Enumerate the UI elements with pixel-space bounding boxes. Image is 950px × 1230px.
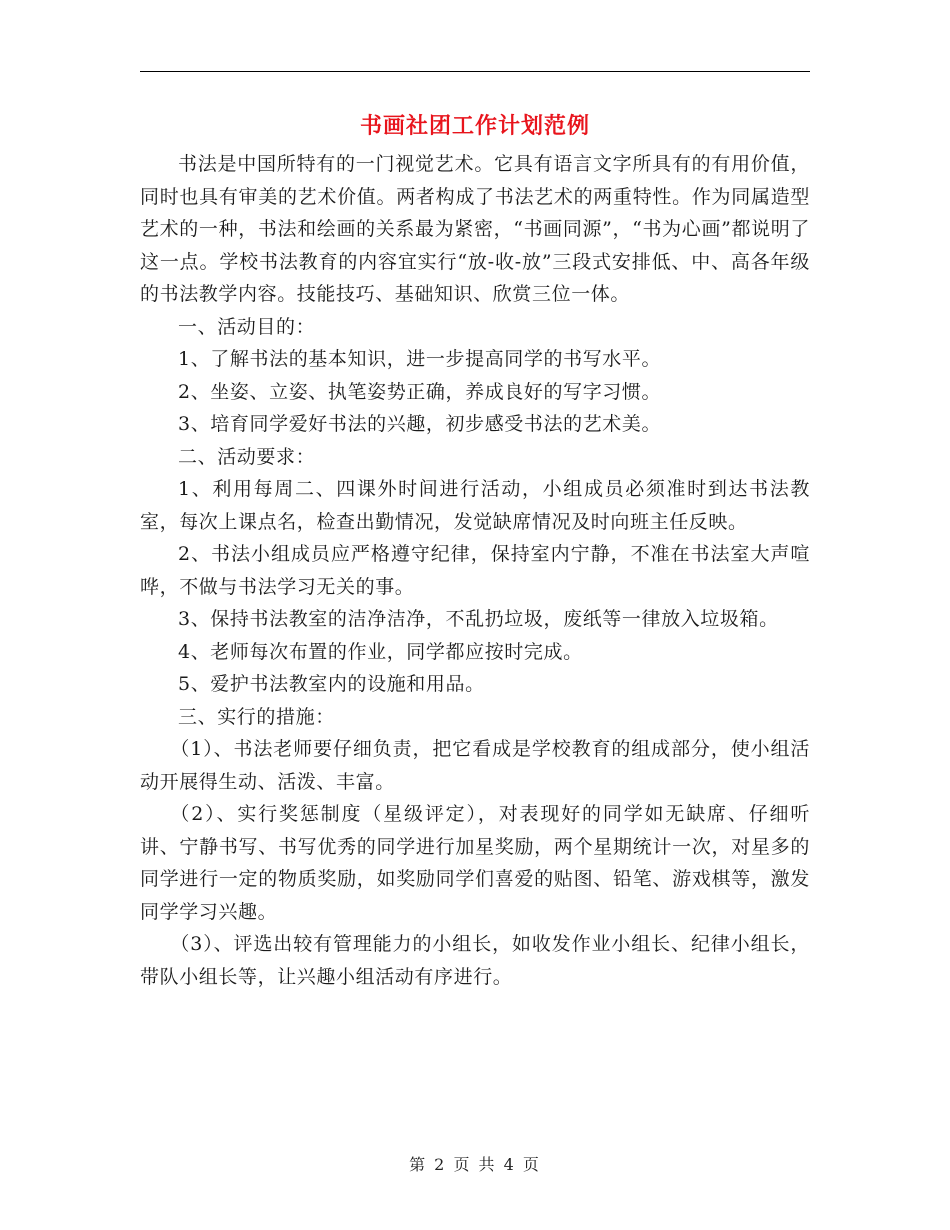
section-heading-requirements: 二、活动要求： <box>178 445 316 468</box>
requirement-item: 5、爱护书法教室内的设施和用品。 <box>178 673 485 695</box>
goal-item: 1、了解书法的基本知识，进一步提高同学的书写水平。 <box>178 348 662 370</box>
requirement-item: 1、利用每周二、四课外时间进行活动，小组成员必须准时到达书法教室，每次上课点名，检查出勤情况，发觉缺席情况及时向班主任反映。 <box>140 478 810 533</box>
section-heading-measures: 三、实行的措施： <box>178 705 335 728</box>
section-heading-goals: 一、活动目的： <box>178 315 316 338</box>
goal-item: 3、培育同学爱好书法的兴趣，初步感受书法的艺术美。 <box>178 413 662 435</box>
page-number-footer: 第 2 页 共 4 页 <box>409 1155 541 1174</box>
measure-item: （3）、评选出较有管理能力的小组长，如收发作业小组长、纪律小组长，带队小组长等，让兴趣小组活动有序进行。 <box>140 933 810 988</box>
intro-paragraph: 书法是中国所特有的一门视觉艺术。它具有语言文字所具有的有用价值，同时也具有审美的艺术价值。两者构成了书法艺术的两重特性。作为同属造型艺术的一种，书法和绘画的关系最为紧密，“书画同源”，“书为心画”都说明了这一点。学校书法教育的内容宜实行“放-收-放”三段式安排低、中、高各年级的书法教学内容。技能技巧、基础知识、欣赏三位一体。 <box>140 153 810 305</box>
header-rule <box>140 71 810 72</box>
document-title: 书画社团工作计划范例 <box>359 113 590 139</box>
measure-item: （1）、书法老师要仔细负责，把它看成是学校教育的组成部分，使小组活动开展得生动、活泼、丰富。 <box>140 738 810 793</box>
goal-item: 2、坐姿、立姿、执笔姿势正确，养成良好的写字习惯。 <box>178 380 662 403</box>
document-body <box>140 148 810 993</box>
requirement-item: 3、保持书法教室的洁净洁净，不乱扔垃圾，废纸等一律放入垃圾箱。 <box>178 608 779 630</box>
requirement-item: 4、老师每次布置的作业，同学都应按时完成。 <box>178 640 583 663</box>
measure-item: （2）、实行奖惩制度（星级评定），对表现好的同学如无缺席、仔细听讲、宁静书写、书写优秀的同学进行加星奖励，两个星期统计一次，对星多的同学进行一定的物质奖励，如奖励同学们喜爱的贴图、铅笔、游戏棋等，激发同学学习兴趣。 <box>140 803 810 923</box>
requirement-item: 2、书法小组成员应严格遵守纪律，保持室内宁静，不准在书法室大声喧哗，不做与书法学习无关的事。 <box>140 543 810 598</box>
